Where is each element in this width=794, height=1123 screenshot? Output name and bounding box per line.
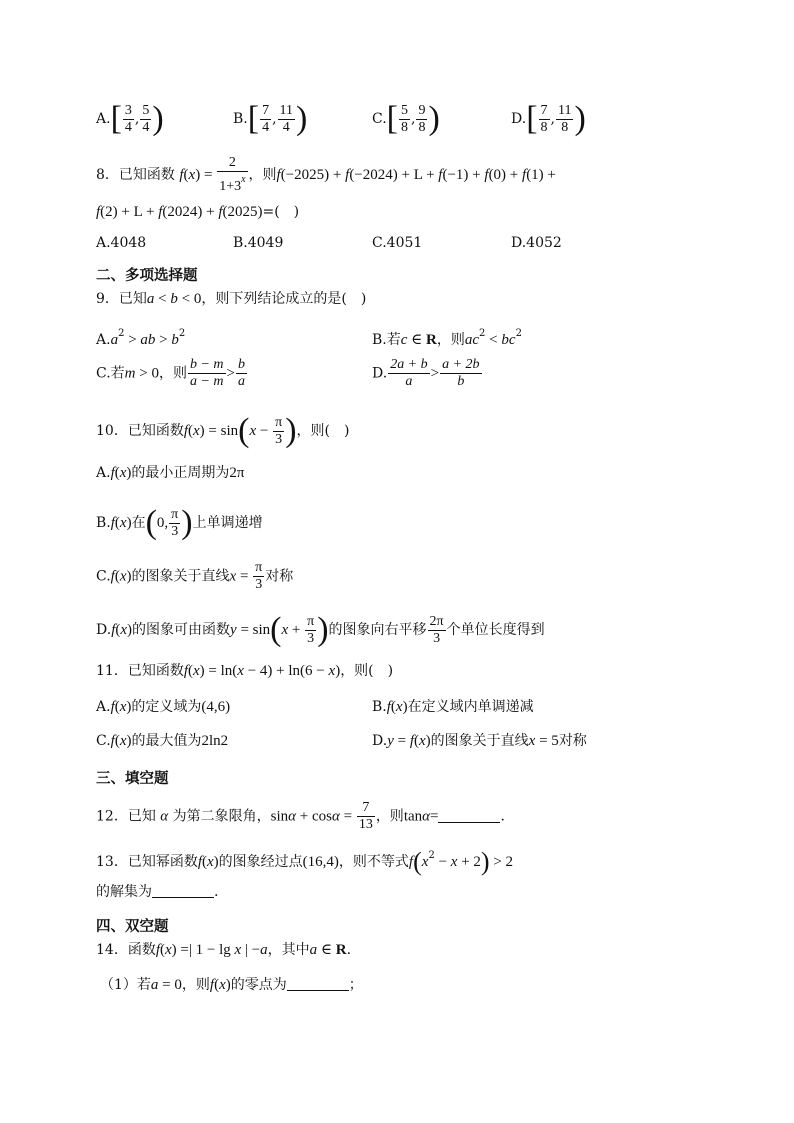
q9-option-a: $A.a^2$ > ab > $b^2$ xyxy=(96,328,186,348)
q8-stem-cont: f(2) + L + f(2024) + f(2025)=( ) xyxy=(96,204,300,220)
q11-stem: 11．已知函数f(x) = ln(x − 4) + ln(6 − x)，则( ) xyxy=(96,663,394,679)
q7-option-a: A.[ $\frac{3}{4}$ , $\frac{5}{4}$ ) xyxy=(96,100,164,137)
q8-option-c: C.4051 xyxy=(372,235,423,251)
q11-option-b: B.f(x)在定义域内单调递减 xyxy=(372,699,534,715)
q10-option-d: D.f(x)的图象可由函数y = sin(x + $\frac{\pi}{3}$ )的图象向右平移 $\frac{2\pi}{3}$ 个单位长度得到 xyxy=(96,611,545,648)
q7-option-b: B.[ $\frac{7}{4}$ , $\frac{11}{4}$ ) xyxy=(233,100,308,137)
section-heading-multiple-choice: 二、多项选择题 xyxy=(96,268,198,284)
q9-option-b: B.若c ∈ R，则$ac^2 < bc^2$ xyxy=(372,328,522,348)
q11-option-a: A.f(x)的定义域为(4,6) xyxy=(96,699,231,715)
q7-option-d: D.[ $\frac{7}{8}$ , $\frac{11}{8}$ ) xyxy=(511,100,586,137)
q10-option-c: C.f(x)的图象关于直线x = $\frac{\pi}{3}$ 对称 xyxy=(96,560,294,592)
q9-option-d: D. $\frac{2a + b}{a}$ > $\frac{a + 2b}{b}$ xyxy=(372,357,480,389)
q10-option-a: A.f(x)的最小正周期为2π xyxy=(96,465,245,481)
q13-answer-blank[interactable] xyxy=(152,883,214,898)
q8-stem: 8．已知函数 f(x) = $\frac{2}{1+3^x}$ ，则f(−2025) + f(−2024) + L + f(−1) + f(0) + f(1) + xyxy=(96,155,556,194)
q11-option-c: C.f(x)的最大值为2ln2 xyxy=(96,733,229,749)
section-heading-double-blank: 四、双空题 xyxy=(96,919,169,935)
q8-option-d: D.4052 xyxy=(511,235,562,251)
q10-stem: 10．已知函数f(x) = sin(x − $\frac{\pi}{3}$ )，则( ) xyxy=(96,412,350,449)
q8-option-b: B.4049 xyxy=(233,235,284,251)
section-heading-fill-blank: 三、填空题 xyxy=(96,771,169,787)
q14-stem: 14．函数f(x) =| 1 − lg x | −a，其中a ∈ R. xyxy=(96,942,352,958)
q7-option-c: C.[ $\frac{5}{8}$ , $\frac{9}{8}$ ) xyxy=(372,100,440,137)
q14-part1-answer-blank[interactable] xyxy=(287,976,349,991)
q13-stem: 13．已知幂函数f(x)的图象经过点(16,4)，则不等式$f(x^2 - x + 2) > 2$ xyxy=(96,847,514,876)
q12-answer-blank[interactable] xyxy=(438,808,500,823)
q8-option-a: A.4048 xyxy=(96,235,147,251)
q9-option-c: C.若m > 0，则 $\frac{b - m}{a - m}$ > $\frac{b}{a}$ xyxy=(96,357,246,389)
q13-stem-cont: 的解集为 . xyxy=(96,884,219,900)
q12-stem: 12．已知 α 为第二象限角，sinα + cosα = $\frac{7}{13}$ ，则tanα= . xyxy=(96,800,505,832)
q11-option-d: D.y = f(x)的图象关于直线x = 5对称 xyxy=(372,733,587,749)
q14-part-1: （1）若a = 0，则f(x)的零点为 ； xyxy=(100,977,363,993)
q9-stem: 9．已知a < b < 0，则下列结论成立的是( ) xyxy=(96,291,367,307)
q10-option-b: B.f(x)在(0, $\frac{\pi}{3}$ )上单调递增 xyxy=(96,504,263,541)
